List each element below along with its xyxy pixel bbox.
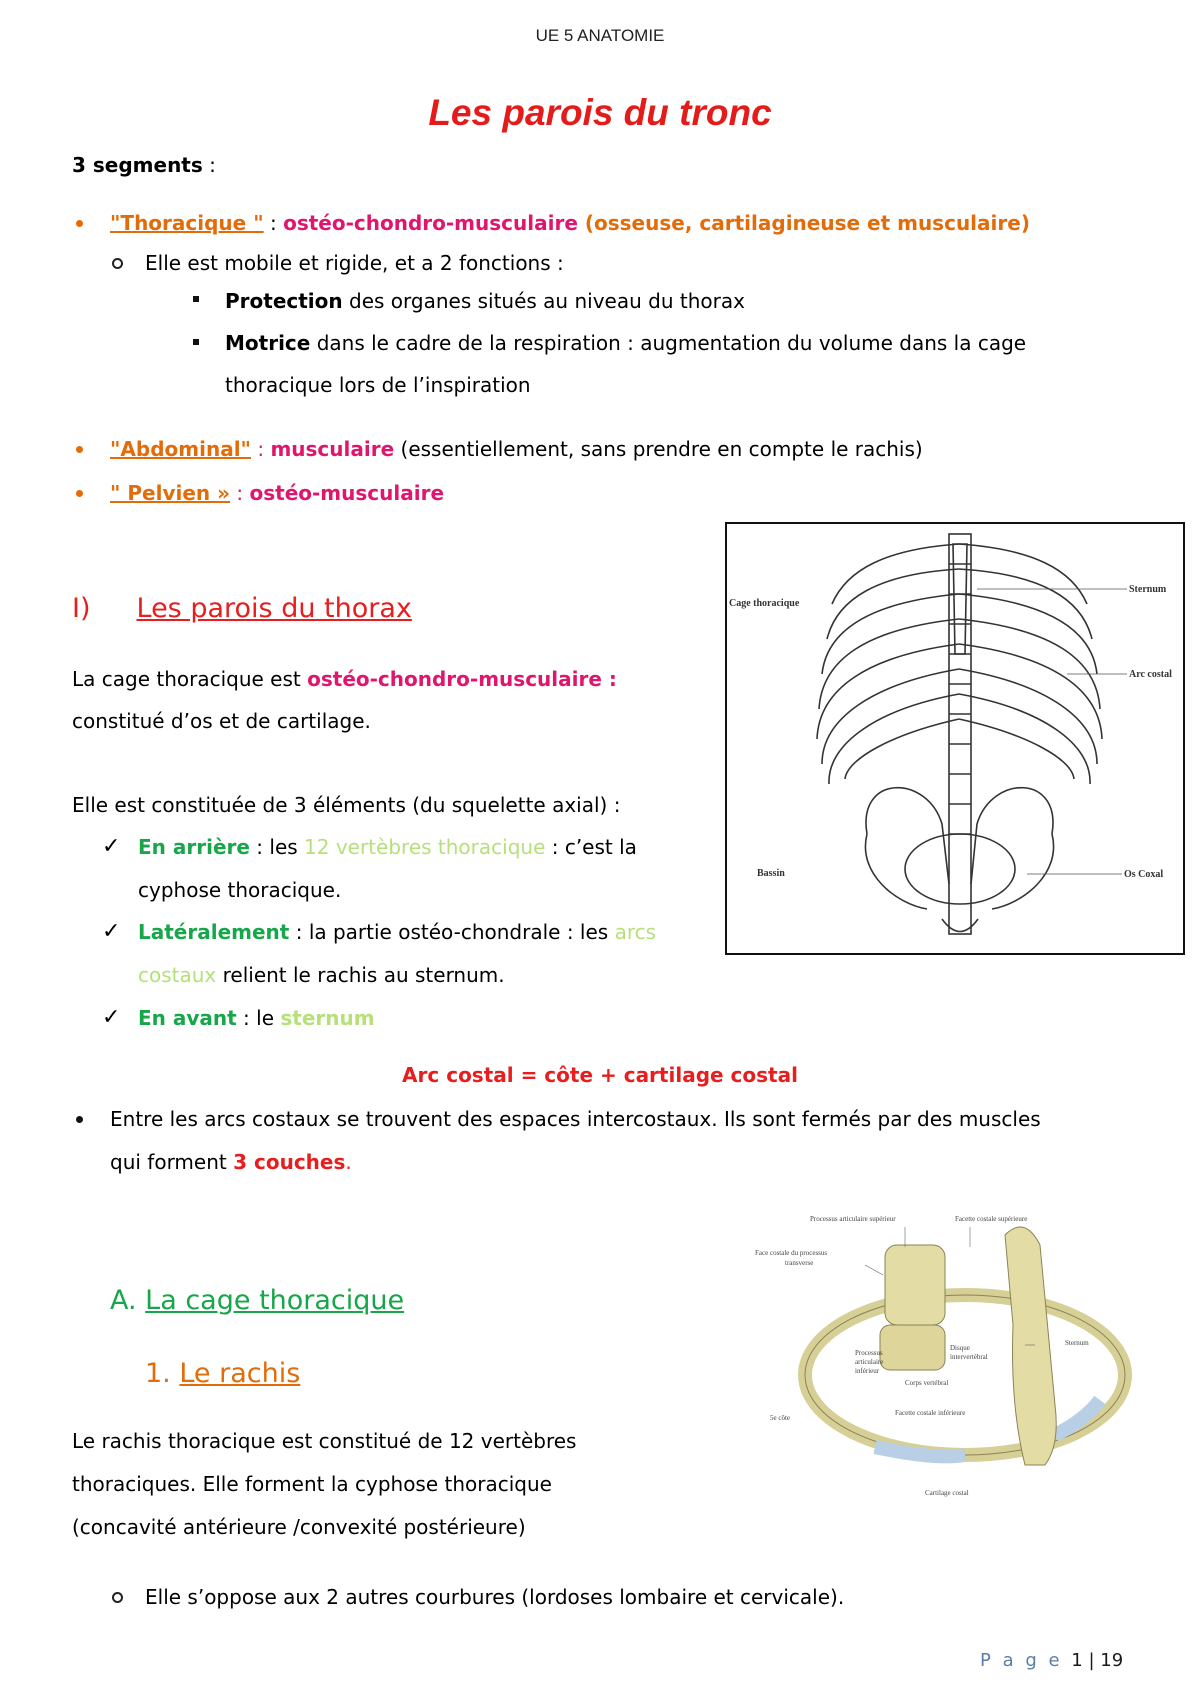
intercostal-period: . — [345, 1150, 352, 1174]
intercostal-1: Entre les arcs costaux se trouvent des espaces intercostaux. Ils sont fermés par des muscles — [110, 1107, 1041, 1131]
segment-sep: : — [250, 437, 271, 461]
cage-text-b: ostéo-chondro-musculaire : — [307, 667, 617, 691]
section-number: 1. — [145, 1358, 171, 1389]
label-cartilage: Cartilage costal — [925, 1489, 969, 1497]
element-arriere-cont: cyphose thoracique. — [138, 878, 342, 902]
label-sternum-2: Sternum — [1065, 1339, 1089, 1347]
element-label: Latéralement — [138, 920, 290, 944]
segment-sep: : — [263, 211, 284, 235]
rachis-text-3: (concavité antérieure /convexité postérieure) — [72, 1515, 526, 1539]
circle-bullet-icon — [112, 258, 123, 269]
element-text: : les — [249, 835, 305, 859]
label-os-coxal: Os Coxal — [1124, 869, 1164, 880]
bullet-icon — [76, 1116, 83, 1123]
label-fcpt-1: Face costale du processus — [755, 1249, 828, 1257]
element-highlight: arcs — [614, 920, 657, 944]
rachis-text-2: thoraciques. Elle forment la cyphose thoracique — [72, 1472, 552, 1496]
segment-name: "Thoracique " — [110, 211, 264, 235]
section-heading-thorax — [72, 593, 412, 624]
ribcage-illustration — [727, 524, 1183, 953]
footer-page-word: P a g e — [980, 1650, 1063, 1671]
elements-intro: Elle est constituée de 3 éléments (du squelette axial) : — [72, 793, 621, 817]
intercostal-highlight: 3 couches — [233, 1150, 346, 1174]
bullet-icon — [76, 220, 83, 227]
circle-bullet-icon — [112, 1592, 123, 1603]
section-heading-cage — [110, 1285, 404, 1316]
section-letter: A. — [110, 1285, 137, 1316]
segment-name: " Pelvien » — [110, 481, 231, 505]
bullet-icon — [76, 490, 83, 497]
intercostal-text: qui forment — [110, 1150, 234, 1174]
rachis-text-1: Le rachis thoracique est constitué de 12 vertèbres — [72, 1429, 577, 1453]
element-text: : la partie ostéo-chondrale : les — [289, 920, 615, 944]
element-highlight: costaux — [138, 963, 217, 987]
element-avant — [138, 1005, 375, 1031]
segment-abdominal — [110, 436, 923, 462]
segment-desc: ostéo-musculaire — [249, 481, 445, 505]
label-bassin: Bassin — [757, 868, 785, 879]
rib-vertebra-figure — [755, 1205, 1135, 1505]
element-text: relient le rachis au sternum. — [216, 963, 505, 987]
function-rest: dans le cadre de la respiration : augmentation du volume dans la cage — [310, 331, 1027, 355]
segment-sep: : — [230, 481, 250, 505]
label-cage: Cage thoracique — [729, 598, 800, 609]
function-motrice-cont: thoracique lors de l’inspiration — [225, 373, 531, 397]
page-footer — [980, 1650, 1123, 1671]
segment-desc: musculaire — [270, 437, 395, 461]
element-arriere — [138, 834, 637, 860]
segment-detail: (essentiellement, sans prendre en compte le rachis) — [394, 437, 923, 461]
cage-text-2: constitué d’os et de cartilage. — [72, 709, 371, 733]
section-title: La cage thoracique — [145, 1285, 405, 1316]
label-pai-1: Processus — [855, 1349, 883, 1357]
function-bold: Motrice — [225, 331, 311, 355]
rachis-sub: Elle s’oppose aux 2 autres courbures (lordoses lombaire et cervicale). — [145, 1585, 845, 1609]
cage-text-a: La cage thoracique est — [72, 667, 308, 691]
page-title: Les parois du tronc — [428, 92, 772, 133]
check-icon: ✓ — [102, 1005, 121, 1030]
square-bullet-icon — [193, 339, 199, 345]
intercostal-2 — [110, 1149, 352, 1175]
ribcage-figure — [725, 522, 1185, 955]
segment-detail: (osseuse, cartilagineuse et musculaire) — [577, 211, 1030, 235]
check-icon: ✓ — [102, 834, 121, 859]
section-title: Les parois du thorax — [136, 593, 412, 624]
function-protection — [225, 288, 745, 314]
function-rest: des organes situés au niveau du thorax — [342, 289, 745, 313]
segment-name: "Abdominal" — [110, 437, 251, 461]
section-title: Le rachis — [179, 1358, 301, 1389]
footer-page-number: 1 | 19 — [1071, 1650, 1124, 1671]
bullet-icon — [76, 446, 83, 453]
label-pai-2: articulaire — [855, 1358, 884, 1366]
label-pai-3: inférieur — [855, 1367, 880, 1375]
element-label: En arrière — [138, 835, 250, 859]
intro-label: 3 segments — [72, 153, 203, 177]
thoracic-sub: Elle est mobile et rigide, et a 2 fonctions : — [145, 251, 564, 275]
page-header: UE 5 ANATOMIE — [535, 26, 665, 45]
check-icon: ✓ — [102, 919, 121, 944]
rib-vertebra-illustration — [755, 1205, 1135, 1505]
intro-line — [72, 152, 216, 178]
cage-text-1 — [72, 666, 617, 692]
element-lateral — [138, 919, 656, 945]
label-fcs: Facette costale supérieure — [955, 1215, 1028, 1223]
section-heading-rachis — [145, 1358, 300, 1389]
arc-formula: Arc costal = côte + cartilage costal — [402, 1063, 798, 1087]
intro-colon: : — [202, 153, 216, 177]
label-disque-1: Disque — [950, 1344, 970, 1352]
element-lateral-cont — [138, 962, 505, 988]
segment-desc: ostéo-chondro-musculaire — [283, 211, 578, 235]
element-highlight: 12 vertèbres thoracique — [304, 835, 546, 859]
label-pas: Processus articulaire supérieur — [810, 1215, 896, 1223]
element-highlight: sternum — [280, 1006, 375, 1030]
label-corps: Corps vertébral — [905, 1379, 949, 1387]
label-5e-cote: 5e côte — [770, 1414, 791, 1422]
segment-pelvien — [110, 480, 444, 506]
label-disque-2: intervertébral — [950, 1353, 988, 1361]
element-label: En avant — [138, 1006, 237, 1030]
section-number: I) — [72, 593, 91, 624]
segment-thoracique — [110, 210, 1030, 236]
label-sternum: Sternum — [1129, 584, 1167, 595]
label-arc-costal: Arc costal — [1129, 669, 1172, 680]
square-bullet-icon — [193, 296, 199, 302]
function-bold: Protection — [225, 289, 343, 313]
label-fcpt-2: transverse — [785, 1259, 814, 1267]
function-motrice — [225, 330, 1026, 356]
label-fci: Facette costale inférieure — [895, 1409, 966, 1417]
element-text: : le — [236, 1006, 281, 1030]
element-text: : c’est la — [545, 835, 637, 859]
